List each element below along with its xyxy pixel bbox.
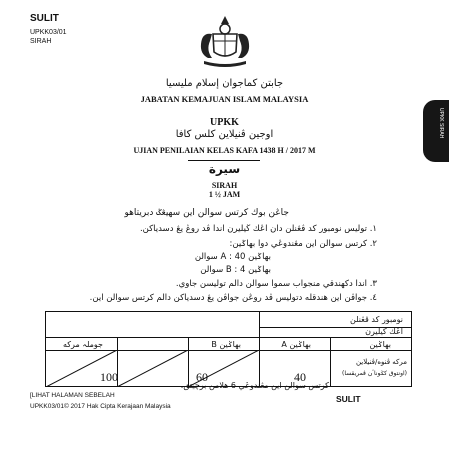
- score-table: [45, 311, 412, 387]
- exam-title: UJIAN PENILAIAN KELAS KAFA 1438 H / 2017 M: [133, 146, 316, 155]
- instruction-item-1: ١. توليس نومبور كد ڤڠنلن دان اڠك ڬيليرن اندا ڤد روڠ يڠ دسدياكن.: [139, 224, 377, 234]
- footer-next-page: [LIHAT HALAMAN SEBELAH: [30, 392, 115, 399]
- row-label-examiner-use: (اونتوق كݢوناٴن ڤمريقسا): [342, 370, 407, 377]
- column-header-section-a: بهاݢين A: [281, 340, 311, 349]
- candidate-number-label: نومبور كد ڤڠنلن: [350, 315, 403, 324]
- exam-duration: 1 ½ JAM: [208, 190, 241, 199]
- turn-number-label: اڠك ڬيليرن: [365, 327, 403, 336]
- instructions-warning: جاڠن بوك كرتس سوالن اين سهيڠݢ دبريتاهو: [124, 208, 289, 218]
- column-header-section-b: بهاݢين B: [211, 340, 241, 349]
- section-column-header: بهاݢين: [369, 340, 391, 349]
- section-a-full-marks: 40: [294, 370, 306, 384]
- side-index-tab: [423, 100, 449, 162]
- page-count-note: كرتس سوالن اين مڠندوڠي 6 هلامن برچيتق.: [180, 381, 329, 390]
- section-a-info: بهاݢين A : 40 سوالن: [194, 252, 271, 262]
- instruction-item-4: ٤. جواڤن اين هندقله دتوليس ڤد روڠن جواڤن يڠ دسدياكن دالم كرتس سوالن اين.: [89, 293, 377, 303]
- department-name-jawi: جابتن كماجوان إسلام مليسيا: [165, 78, 284, 89]
- header-sulit-label: SULIT: [30, 13, 59, 24]
- side-tab-label: UPKK SIRAH: [438, 108, 444, 139]
- footer-copyright: UPKK03/01© 2017 Hak Cipta Kerajaan Malaysia: [30, 403, 171, 410]
- exam-acronym: UPKK: [210, 117, 239, 128]
- subject-name: SIRAH: [211, 181, 238, 190]
- exam-name-jawi: اوجين ڤنيلاين كلس كافا: [175, 129, 274, 140]
- section-b-full-marks: 60: [196, 370, 208, 384]
- instruction-item-3: ٣. اندا دكهندقي منجواب سموا سوالن دالم توليسن جاوي.: [175, 279, 377, 289]
- section-b-score-diagonal: [117, 350, 188, 387]
- footer-sulit-label: SULIT: [336, 394, 361, 404]
- malaysia-coat-of-arms-logo: [196, 14, 254, 72]
- subject-name-jawi: سيرة: [208, 162, 241, 176]
- department-name: JABATAN KEMAJUAN ISLAM MALAYSIA: [140, 94, 309, 104]
- row-label-marks: مركه ڤنوه/ڤنيلاين: [355, 358, 407, 366]
- section-b-info: بهاݢين B : 4 سوالن: [200, 265, 271, 275]
- title-divider: [188, 160, 260, 161]
- column-header-total: جوملہ مركه: [62, 340, 103, 349]
- instruction-item-2: ٢. كرتس سوالن اين مڠندوڠي دوا بهاݢين:: [229, 239, 377, 249]
- total-full-marks: 100: [100, 370, 118, 384]
- header-paper-code: UPKK03/01: [30, 29, 67, 36]
- header-subject: SIRAH: [30, 38, 52, 45]
